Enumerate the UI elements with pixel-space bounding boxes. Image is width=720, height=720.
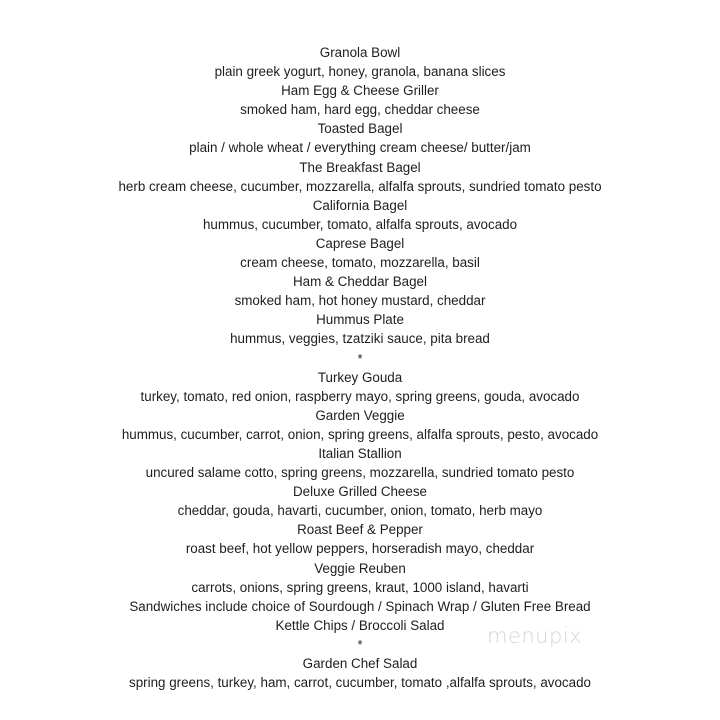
item-deluxe-grilled-cheese: Deluxe Grilled Cheese (293, 484, 427, 500)
item-caprese-bagel: Caprese Bagel (315, 235, 405, 251)
item-granola-bowl: Granola Bowl (319, 45, 401, 60)
sandwich-bread-note: Sandwiches include choice of Sourdough / Spinach Wrap / Gluten Free Bread (129, 598, 591, 614)
item-breakfast-bagel: The Breakfast Bagel (299, 159, 421, 175)
item-ham-egg-cheese-griller-desc: smoked ham, hard egg, cheddar cheese (240, 102, 480, 118)
sandwich-sides-note: Kettle Chips / Broccoli Salad (275, 617, 445, 633)
item-caprese-bagel-desc: cream cheese, tomato, mozzarella, basil (240, 255, 480, 271)
item-toasted-bagel-desc: plain / whole wheat / everything cream cheese/ butter/jam (189, 140, 531, 156)
item-ham-egg-cheese-griller: Ham Egg & Cheese Griller (281, 83, 439, 99)
item-ham-cheddar-bagel: Ham & Cheddar Bagel (293, 274, 427, 290)
item-italian-stallion: Italian Stallion (318, 445, 402, 461)
item-breakfast-bagel-desc: herb cream cheese, cucumber, mozzarella, alfalfa sprouts, sundried tomato pesto (118, 178, 602, 194)
item-granola-bowl-desc: plain greek yogurt, honey, granola, banana slices (214, 64, 506, 80)
item-veggie-reuben: Veggie Reuben (314, 560, 406, 576)
item-turkey-gouda-desc: turkey, tomato, red onion, raspberry mayo, spring greens, gouda, avocado (140, 388, 580, 404)
item-turkey-gouda: Turkey Gouda (317, 369, 403, 385)
item-garden-chef-salad: Garden Chef Salad (302, 656, 418, 671)
item-veggie-reuben-desc: carrots, onions, spring greens, kraut, 1000 island, havarti (191, 579, 529, 595)
item-garden-veggie: Garden Veggie (315, 407, 405, 423)
item-garden-veggie-desc: hummus, cucumber, carrot, onion, spring greens, alfalfa sprouts, pesto, avocado (121, 426, 599, 442)
menu-text-list (0, 43, 720, 692)
section-separator: * (357, 636, 363, 652)
menupix-watermark: menupix (487, 624, 583, 648)
section-separator: * (357, 350, 363, 366)
item-california-bagel-desc: hummus, cucumber, tomato, alfalfa sprouts, avocado (202, 216, 518, 232)
item-hummus-plate-desc: hummus, veggies, tzatziki sauce, pita bread (230, 331, 490, 347)
item-toasted-bagel: Toasted Bagel (317, 121, 403, 137)
item-hummus-plate: Hummus Plate (316, 312, 404, 328)
item-roast-beef-pepper-desc: roast beef, hot yellow peppers, horseradish mayo, cheddar (185, 541, 535, 557)
item-california-bagel: California Bagel (312, 197, 408, 213)
item-deluxe-grilled-cheese-desc: cheddar, gouda, havarti, cucumber, onion, tomato, herb mayo (177, 503, 543, 519)
item-garden-chef-salad-desc: spring greens, turkey, ham, carrot, cucumber, tomato ,alfalfa sprouts, avocado (129, 675, 591, 691)
item-ham-cheddar-bagel-desc: smoked ham, hot honey mustard, cheddar (234, 293, 486, 309)
item-italian-stallion-desc: uncured salame cotto, spring greens, mozzarella, sundried tomato pesto (145, 465, 575, 481)
item-roast-beef-pepper: Roast Beef & Pepper (297, 522, 423, 538)
